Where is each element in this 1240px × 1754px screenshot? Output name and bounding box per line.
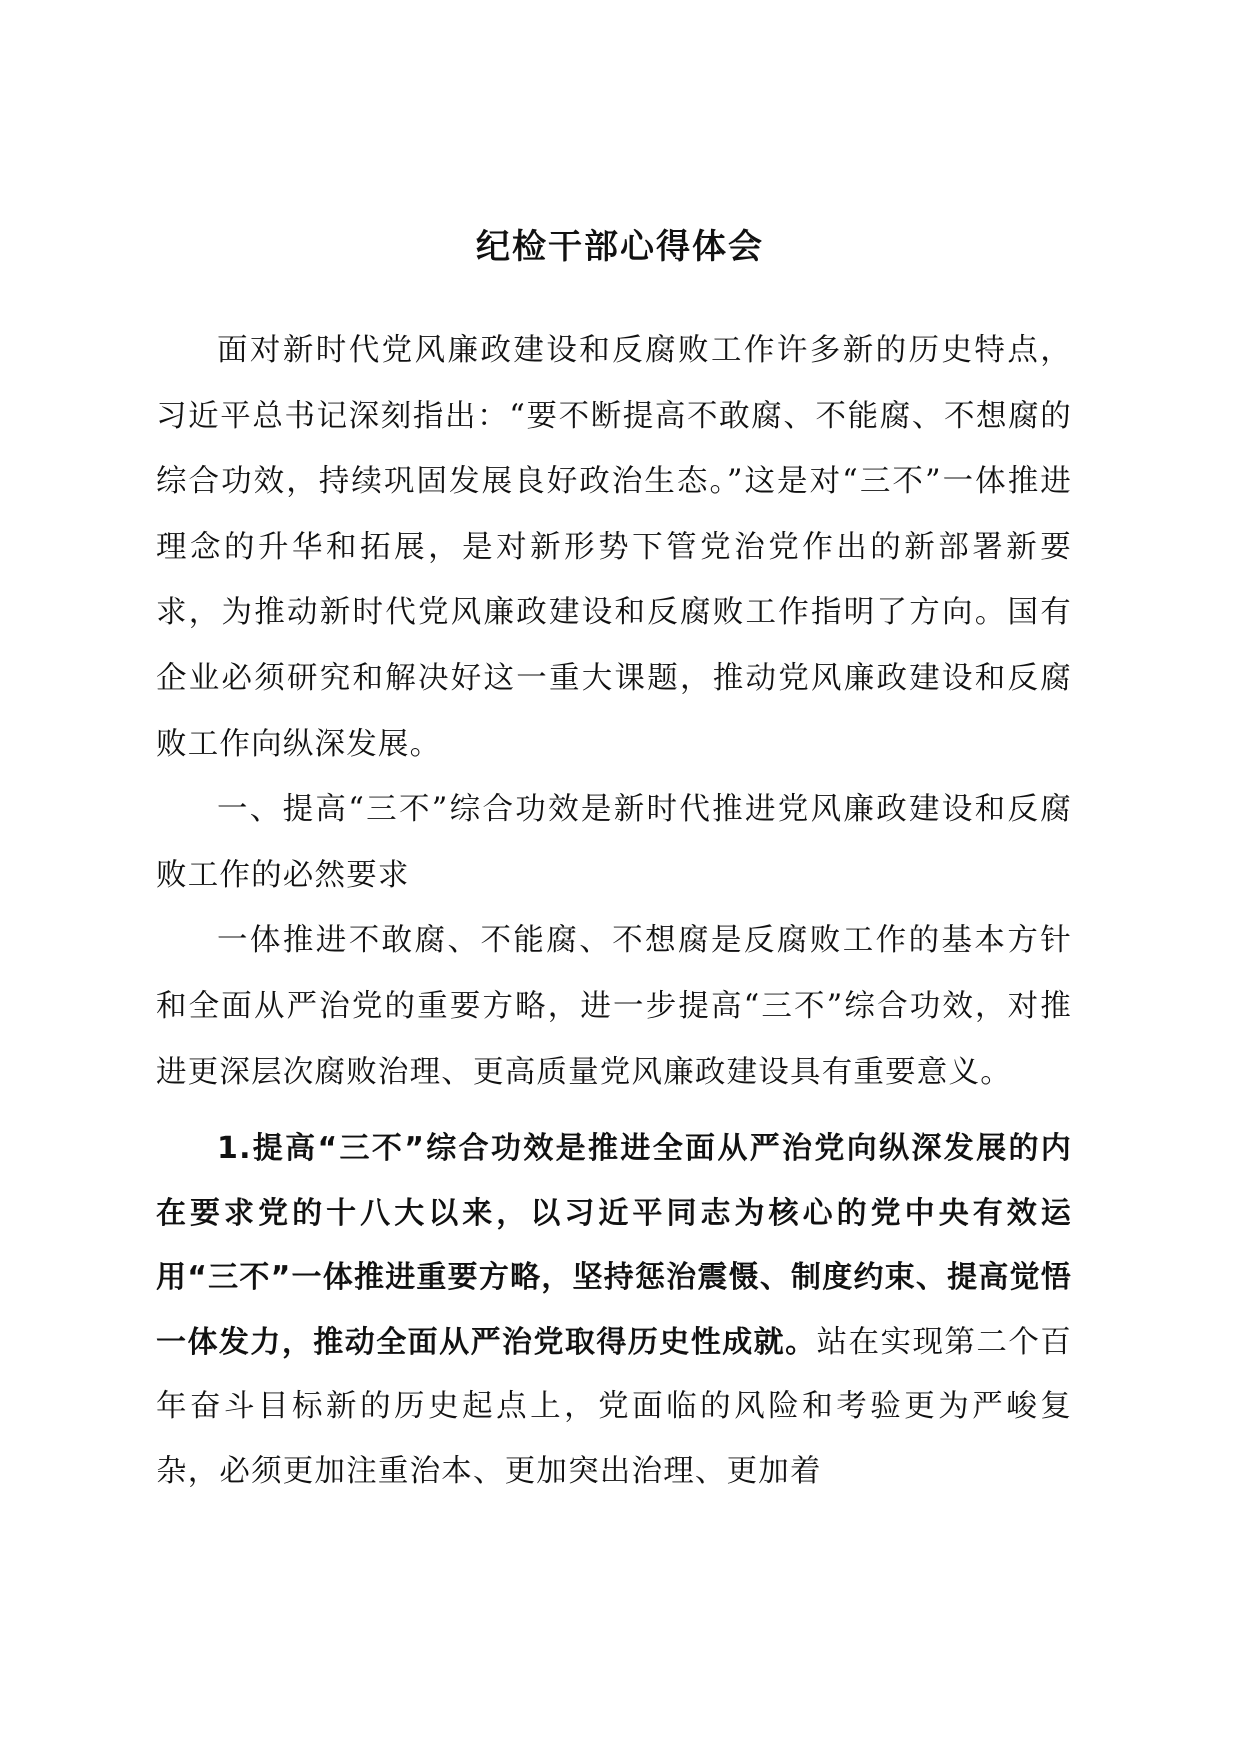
document-title: 纪检干部心得体会 [476,227,764,267]
numbered-point-1-bold-text: 1.提高“三不”综合功效是推进全面从严治党向纵深发展的内在要求党的十八大以来，以习近平同志为核心的党中央有效运用“三不”一体推进重要方略，坚持惩治震慑、制度约束、提高觉悟一体发力，推动全面从严治党取得历史性成就。 [156,1131,1072,1360]
document-body [156,318,1072,1504]
section-paragraph: 一体推进不敢腐、不能腐、不想腐是反腐败工作的基本方针和全面从严治党的重要方略，进一步提高“三不”综合功效，对推进更深层次腐败治理、更高质量党风廉政建设具有重要意义。 [156,923,1072,1090]
intro-paragraph: 面对新时代党风廉政建设和反腐败工作许多新的历史特点，习近平总书记深刻指出：“要不断提高不敢腐、不能腐、不想腐的综合功效，持续巩固发展良好政治生态。”这是对“三不”一体推进理念的升华和拓展，是对新形势下管党治党作出的新部署新要求，为推动新时代党风廉政建设和反腐败工作指明了方向。国有企业必须研究和解决好这一重大课题，推动党风廉政建设和反腐败工作向纵深发展。 [156,333,1072,762]
section-heading-1: 一、提高“三不”综合功效是新时代推进党风廉政建设和反腐败工作的必然要求 [156,792,1072,893]
numbered-point-1-normal-text: 站在实现第二个百年奋斗目标新的历史起点上，党面临的风险和考验更为严峻复杂，必须更加注重治本、更加突出治理、更加着 [156,1324,1072,1489]
numbered-point-1 [156,1117,1072,1504]
